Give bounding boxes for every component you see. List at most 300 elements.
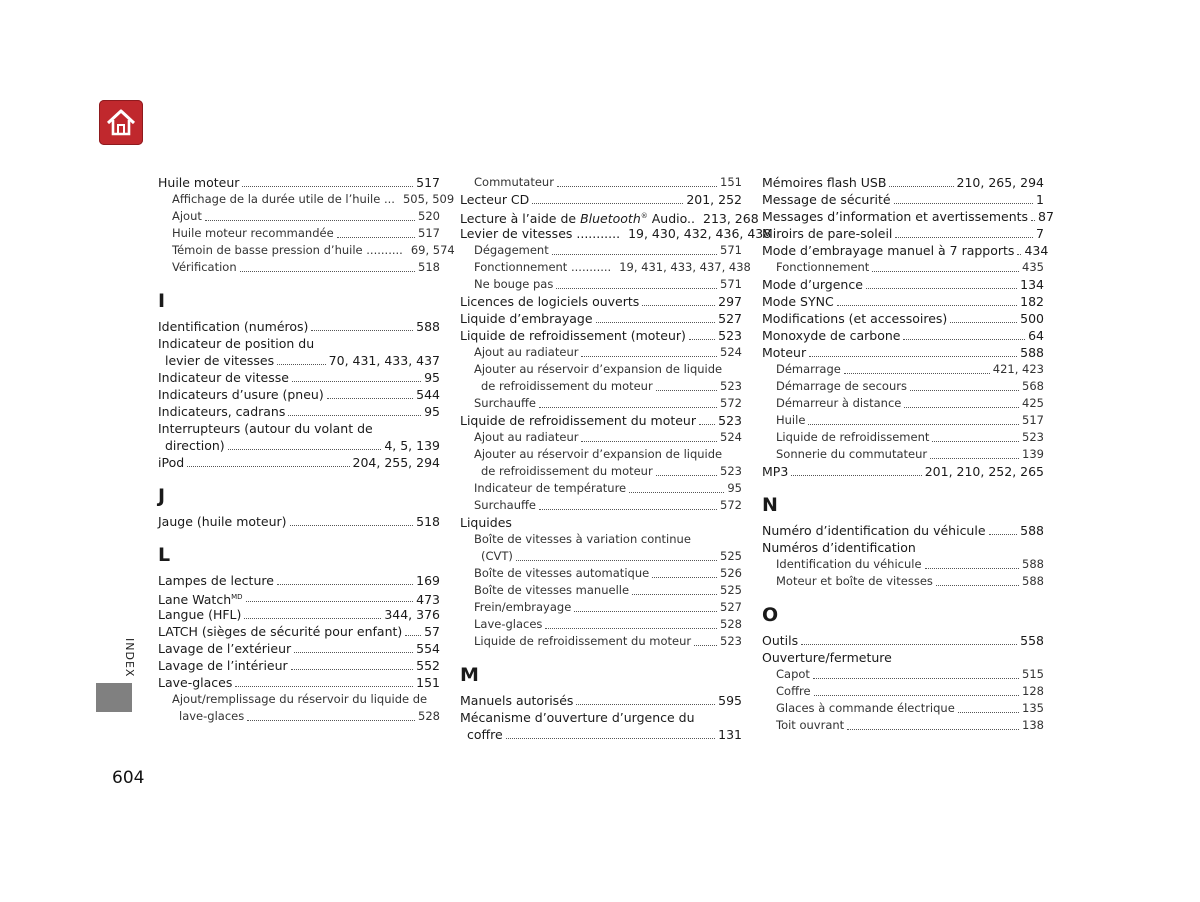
index-entry[interactable] — [762, 276, 1044, 293]
entry-term: Coffre — [776, 684, 811, 698]
index-entry[interactable] — [460, 726, 742, 743]
dot-leader — [406, 254, 408, 255]
page-reference[interactable]: 57 — [424, 624, 440, 639]
dot-leader — [925, 567, 1020, 569]
dot-leader — [327, 397, 413, 399]
entry-term: Manuels autorisés — [460, 693, 574, 708]
section-letter: I — [158, 290, 166, 312]
dot-leader — [689, 338, 715, 340]
dot-leader — [958, 711, 1019, 713]
index-entry[interactable] — [460, 293, 742, 310]
entry-term: Lave-glaces — [474, 617, 543, 631]
index-subentry — [460, 361, 742, 378]
index-subentry[interactable] — [762, 412, 1044, 429]
entry-term: Ne bouge pas — [474, 277, 554, 291]
dot-leader — [656, 474, 717, 476]
page-reference[interactable]: 131 — [718, 727, 742, 742]
dot-leader — [791, 474, 921, 476]
entry-term: Démarreur à distance — [776, 396, 902, 410]
index-entry[interactable] — [460, 692, 742, 709]
dot-leader — [398, 203, 400, 204]
dot-leader — [656, 389, 717, 391]
dot-leader — [1031, 219, 1035, 221]
index-subentry[interactable] — [460, 344, 742, 361]
entry-term: coffre — [467, 727, 503, 742]
entry-term: Messages d’information et avertissements — [762, 209, 1029, 224]
entry-term: Interrupteurs (autour du volant de — [158, 421, 373, 436]
entry-term: Surchauffe — [474, 498, 537, 512]
page-reference[interactable]: 517 — [1022, 413, 1044, 427]
entry-term: Liquides — [460, 515, 512, 530]
page-reference[interactable]: 523 — [720, 464, 742, 478]
index-subentry[interactable] — [460, 395, 742, 412]
index-entry[interactable] — [460, 310, 742, 327]
page-reference[interactable]: 70, 431, 433, 437 — [328, 353, 440, 368]
entry-term: Liquide de refroidissement du moteur — [460, 413, 696, 428]
dot-leader — [337, 236, 415, 238]
index-entry[interactable] — [762, 463, 1044, 480]
dot-leader — [844, 372, 990, 374]
index-subentry[interactable] — [460, 463, 742, 480]
entry-term: Frein/embrayage — [474, 600, 572, 614]
dot-leader — [539, 406, 717, 408]
dot-leader — [205, 219, 415, 221]
dot-leader — [866, 287, 1017, 289]
entry-term: direction) — [165, 438, 225, 453]
dot-leader — [291, 668, 413, 670]
entry-term: Vérification — [172, 260, 237, 274]
page-reference[interactable]: 528 — [720, 617, 742, 631]
dot-leader — [545, 627, 717, 629]
page-reference[interactable]: 525 — [720, 549, 742, 563]
dot-leader — [581, 355, 717, 357]
entry-term: lave-glaces — [179, 709, 245, 723]
index-subentry[interactable] — [158, 208, 440, 225]
index-subentry[interactable] — [762, 446, 1044, 463]
page-reference[interactable]: 500 — [1020, 311, 1044, 326]
entry-term: Jauge (huile moteur) — [158, 514, 287, 529]
entry-term: Lecteur CD — [460, 192, 530, 207]
dot-leader — [277, 583, 413, 585]
page-reference[interactable]: 95 — [424, 404, 440, 419]
entry-term: Huile — [776, 413, 806, 427]
dot-leader — [950, 321, 1017, 323]
index-entry[interactable] — [460, 208, 759, 226]
dot-leader — [506, 737, 715, 739]
entry-term: Numéro d’identification du véhicule — [762, 523, 986, 538]
dot-leader — [698, 220, 700, 221]
page-reference[interactable]: 523 — [720, 379, 742, 393]
index-entry[interactable] — [158, 454, 440, 471]
section-letter: L — [158, 544, 171, 566]
index-subentry[interactable] — [158, 708, 440, 725]
entry-term: Ajouter au réservoir d’expansion de liquide — [474, 362, 723, 376]
index-entry[interactable] — [762, 344, 1044, 361]
page-reference[interactable]: 523 — [1022, 430, 1044, 444]
index-subentry[interactable] — [460, 378, 742, 395]
page-reference[interactable]: 182 — [1020, 294, 1044, 309]
dot-leader — [576, 703, 715, 705]
entry-term: Boîte de vitesses à variation continue — [474, 532, 691, 546]
index-entry — [762, 649, 1044, 666]
index-entry — [460, 514, 742, 531]
page-reference[interactable]: 571 — [720, 277, 742, 291]
index-subentry[interactable] — [762, 361, 1044, 378]
entry-term: Ajout au radiateur — [474, 430, 579, 444]
index-entry[interactable] — [158, 386, 440, 403]
entry-term: Capot — [776, 667, 810, 681]
entry-term: Boîte de vitesses manuelle — [474, 583, 630, 597]
index-subentry[interactable] — [762, 556, 1044, 573]
dot-leader — [235, 685, 413, 687]
entry-term: Langue (HFL) — [158, 607, 242, 622]
index-entry[interactable] — [762, 208, 1054, 225]
index-entry[interactable] — [158, 640, 440, 657]
index-entry[interactable] — [158, 174, 440, 191]
index-entry[interactable] — [158, 403, 440, 420]
page-reference[interactable]: 525 — [720, 583, 742, 597]
dot-leader — [288, 414, 421, 416]
index-entry[interactable] — [158, 589, 440, 606]
entry-term: levier de vitesses — [165, 353, 275, 368]
page-reference[interactable]: 135 — [1022, 701, 1044, 715]
page-reference[interactable]: 571 — [720, 243, 742, 257]
page-reference[interactable]: 552 — [416, 658, 440, 673]
page-reference[interactable]: 588 — [1020, 523, 1044, 538]
index-subentry[interactable] — [460, 565, 742, 582]
index-entry[interactable] — [762, 310, 1044, 327]
dot-leader — [837, 304, 1017, 306]
dot-leader — [557, 185, 717, 187]
page-reference[interactable]: 588 — [416, 319, 440, 334]
page-reference[interactable]: 524 — [720, 430, 742, 444]
index-subentry[interactable] — [460, 582, 742, 599]
index-subentry[interactable] — [460, 497, 742, 514]
entry-term: Ouverture/fermeture — [762, 650, 892, 665]
entry-term: Liquide de refroidissement — [776, 430, 930, 444]
entry-term: Fonctionnement ........... — [474, 260, 612, 274]
dot-leader — [242, 185, 413, 187]
dot-leader — [240, 270, 415, 272]
dot-leader — [1017, 253, 1021, 255]
entry-term: Affichage de la durée utile de l’huile ... — [172, 192, 395, 206]
page-reference[interactable]: 515 — [1022, 667, 1044, 681]
index-subentry[interactable] — [762, 378, 1044, 395]
index-entry[interactable] — [158, 657, 440, 674]
dot-leader — [904, 406, 1019, 408]
entry-term: Indicateur de vitesse — [158, 370, 289, 385]
entry-term: Huile moteur — [158, 175, 240, 190]
index-entry[interactable] — [158, 513, 440, 530]
entry-term: Ajout/remplissage du réservoir du liquide de — [172, 692, 428, 706]
dot-leader — [277, 363, 326, 365]
index-subentry[interactable] — [762, 573, 1044, 590]
entry-term: Mode d’urgence — [762, 277, 863, 292]
entry-term: Numéros d’identification — [762, 540, 916, 555]
index-subentry[interactable] — [460, 633, 742, 650]
page-reference[interactable]: 595 — [718, 693, 742, 708]
dot-leader — [801, 643, 1017, 645]
page-reference[interactable]: 128 — [1022, 684, 1044, 698]
index-entry[interactable] — [158, 572, 440, 589]
entry-term: Lavage de l’extérieur — [158, 641, 292, 656]
index-entry[interactable] — [460, 327, 742, 344]
page-reference[interactable]: 134 — [1020, 277, 1044, 292]
page-reference[interactable]: 517 — [418, 226, 440, 240]
index-subentry — [460, 531, 742, 548]
page-reference[interactable]: 554 — [416, 641, 440, 656]
index-entry[interactable] — [158, 623, 440, 640]
dot-leader — [809, 355, 1017, 357]
dot-leader — [532, 202, 683, 204]
index-entry[interactable] — [460, 412, 742, 429]
page-reference[interactable]: 528 — [418, 709, 440, 723]
dot-leader — [228, 448, 382, 450]
index-entry[interactable] — [158, 352, 440, 369]
dot-leader — [614, 271, 616, 272]
dot-leader — [596, 321, 716, 323]
dot-leader — [895, 236, 1033, 238]
index-subentry[interactable] — [460, 480, 742, 497]
page-number: 604 — [112, 768, 145, 788]
page-reference[interactable]: 169 — [416, 573, 440, 588]
page-reference[interactable]: 64 — [1028, 328, 1044, 343]
index-subentry[interactable] — [460, 259, 751, 276]
entry-term: Mémoires flash USB — [762, 175, 887, 190]
page-reference[interactable]: 517 — [416, 175, 440, 190]
dot-leader — [642, 304, 715, 306]
index-subentry[interactable] — [460, 548, 742, 565]
section-tab[interactable] — [96, 683, 132, 712]
index-entry[interactable] — [762, 174, 1044, 191]
page-reference[interactable]: 204, 255, 294 — [352, 455, 440, 470]
index-subentry — [460, 446, 742, 463]
entry-term: Indicateur de température — [474, 481, 627, 495]
entry-term: Liquide d’embrayage — [460, 311, 593, 326]
page-reference[interactable]: 69, 574 — [410, 243, 455, 257]
page-reference[interactable]: 588 — [1020, 345, 1044, 360]
page-reference[interactable]: 572 — [720, 498, 742, 512]
index-subentry[interactable] — [762, 429, 1044, 446]
index-entry[interactable] — [762, 293, 1044, 310]
dot-leader — [936, 584, 1019, 586]
index-subentry[interactable] — [460, 429, 742, 446]
page-reference[interactable]: 523 — [718, 413, 742, 428]
index-entry[interactable] — [158, 318, 440, 335]
dot-leader — [632, 593, 717, 595]
page-reference[interactable]: 201, 252 — [686, 192, 742, 207]
home-button[interactable] — [99, 100, 143, 145]
entry-term: Commutateur — [474, 175, 554, 189]
entry-term: Licences de logiciels ouverts — [460, 294, 640, 309]
dot-leader — [989, 533, 1018, 535]
index-column-3 — [762, 174, 1054, 734]
entry-term: Miroirs de pare-soleil — [762, 226, 893, 241]
index-entry[interactable] — [762, 242, 1049, 259]
index-column-1 — [158, 174, 455, 725]
entry-term: Fonctionnement — [776, 260, 870, 274]
dot-leader — [581, 440, 717, 442]
page-reference[interactable]: 520 — [418, 209, 440, 223]
page-reference[interactable]: 518 — [416, 514, 440, 529]
dot-leader — [292, 380, 421, 382]
page-reference[interactable]: 7 — [1036, 226, 1044, 241]
entry-term: Mode d’embrayage manuel à 7 rapports — [762, 243, 1015, 258]
index-subentry[interactable] — [460, 616, 742, 633]
page-reference[interactable]: 544 — [416, 387, 440, 402]
index-subentry[interactable] — [762, 395, 1044, 412]
dot-leader — [629, 491, 724, 493]
entry-term: Liquide de refroidissement (moteur) — [460, 328, 686, 343]
page-reference[interactable]: 95 — [727, 481, 742, 495]
dot-leader — [694, 644, 717, 646]
section-letter: J — [158, 485, 166, 507]
entry-term: Ajout — [172, 209, 202, 223]
index-subentry[interactable] — [762, 683, 1044, 700]
entry-term: Lave-glaces — [158, 675, 233, 690]
entry-term: Démarrage — [776, 362, 841, 376]
index-entry[interactable] — [762, 522, 1044, 539]
index-subentry[interactable] — [460, 276, 742, 293]
index-entry[interactable] — [762, 327, 1044, 344]
page-reference[interactable]: 19, 431, 433, 437, 438 — [619, 260, 751, 274]
entry-term: Ajout au radiateur — [474, 345, 579, 359]
page-reference[interactable]: 435 — [1022, 260, 1044, 274]
page-reference[interactable]: 588 — [1022, 557, 1044, 571]
dot-leader — [699, 423, 715, 425]
page-reference[interactable]: 19, 430, 432, 436, 438 — [628, 226, 772, 241]
page-reference[interactable]: 526 — [720, 566, 742, 580]
entry-term: Moteur — [762, 345, 807, 360]
page-reference[interactable]: 527 — [720, 600, 742, 614]
dot-leader — [539, 508, 717, 510]
page-reference[interactable]: 4, 5, 139 — [384, 438, 440, 453]
page-reference[interactable]: 421, 423 — [992, 362, 1044, 376]
page-reference[interactable]: 151 — [720, 175, 742, 189]
entry-term: Ajouter au réservoir d’expansion de liquide — [474, 447, 723, 461]
index-subentry[interactable] — [762, 717, 1044, 734]
page-reference[interactable]: 434 — [1024, 243, 1049, 258]
entry-term: Témoin de basse pression d’huile .......... — [172, 243, 403, 257]
dot-leader — [813, 677, 1019, 679]
entry-term: Indicateurs, cadrans — [158, 404, 286, 419]
index-subentry[interactable] — [158, 225, 440, 242]
entry-term: Levier de vitesses ........... — [460, 226, 621, 241]
dot-leader — [894, 202, 1033, 204]
entry-term: (CVT) — [481, 549, 513, 563]
index-entry[interactable] — [460, 225, 772, 242]
page-reference[interactable]: 1 — [1036, 192, 1044, 207]
page-reference[interactable]: 139 — [1022, 447, 1044, 461]
entry-term: Lane Watch$^{MD}$ — [158, 592, 243, 607]
index-entry[interactable] — [762, 225, 1044, 242]
page-reference[interactable]: 505, 509 — [402, 192, 455, 206]
entry-term: de refroidissement du moteur — [481, 379, 653, 393]
page-reference[interactable]: 473 — [416, 592, 440, 607]
index-subentry[interactable] — [158, 191, 455, 208]
page-reference[interactable]: 138 — [1022, 718, 1044, 732]
entry-term: Lecture à l’aide de Bluetooth® Audio.. — [460, 211, 695, 226]
index-entry[interactable] — [762, 632, 1044, 649]
entry-term: Glaces à commande électrique — [776, 701, 955, 715]
dot-leader — [405, 634, 421, 636]
page-reference[interactable]: 213, 268 — [703, 211, 759, 226]
page-reference[interactable]: 95 — [424, 370, 440, 385]
entry-term: iPod — [158, 455, 185, 470]
entry-term: Mode SYNC — [762, 294, 834, 309]
page-reference[interactable]: 523 — [720, 634, 742, 648]
page-reference[interactable]: 572 — [720, 396, 742, 410]
index-entry — [158, 420, 440, 437]
page-reference[interactable]: 518 — [418, 260, 440, 274]
dot-leader — [930, 457, 1019, 459]
index-subentry[interactable] — [460, 174, 742, 191]
page-reference[interactable]: 297 — [718, 294, 742, 309]
page-reference[interactable]: 425 — [1022, 396, 1044, 410]
index-subentry[interactable] — [762, 700, 1044, 717]
dot-leader — [516, 559, 717, 561]
page-reference[interactable]: 523 — [718, 328, 742, 343]
index-subentry[interactable] — [158, 259, 440, 276]
entry-term: Liquide de refroidissement du moteur — [474, 634, 692, 648]
page-reference[interactable]: 210, 265, 294 — [956, 175, 1044, 190]
index-entry[interactable] — [158, 606, 440, 623]
dot-leader — [872, 270, 1019, 272]
page-reference[interactable]: 558 — [1020, 633, 1044, 648]
entry-term: Moteur et boîte de vitesses — [776, 574, 933, 588]
index-subentry[interactable] — [460, 242, 742, 259]
entry-term: Démarrage de secours — [776, 379, 907, 393]
page-reference[interactable]: 87 — [1038, 209, 1054, 224]
index-subentry[interactable] — [762, 259, 1044, 276]
page-reference[interactable]: 344, 376 — [384, 607, 440, 622]
page-reference[interactable]: 527 — [718, 311, 742, 326]
page-reference[interactable]: 588 — [1022, 574, 1044, 588]
dot-leader — [623, 237, 625, 238]
home-icon — [103, 104, 139, 140]
index-subentry[interactable] — [762, 666, 1044, 683]
entry-term: de refroidissement du moteur — [481, 464, 653, 478]
index-entry[interactable] — [158, 674, 440, 691]
index-entry[interactable] — [762, 191, 1044, 208]
entry-term: Surchauffe — [474, 396, 537, 410]
entry-term: Message de sécurité — [762, 192, 891, 207]
dot-leader — [246, 600, 414, 602]
index-subentry[interactable] — [460, 599, 742, 616]
entry-term: Lampes de lecture — [158, 573, 274, 588]
section-letter: N — [762, 494, 778, 516]
dot-leader — [311, 329, 413, 331]
section-letter: M — [460, 664, 479, 686]
page-reference[interactable]: 568 — [1022, 379, 1044, 393]
dot-leader — [244, 617, 381, 619]
index-entry[interactable] — [158, 437, 440, 454]
index-entry[interactable] — [460, 191, 742, 208]
index-entry[interactable] — [158, 369, 440, 386]
index-entry — [762, 539, 1044, 556]
page-reference[interactable]: 524 — [720, 345, 742, 359]
entry-term: Monoxyde de carbone — [762, 328, 901, 343]
entry-term: Indicateurs d’usure (pneu) — [158, 387, 324, 402]
page-reference[interactable]: 151 — [416, 675, 440, 690]
index-subentry[interactable] — [158, 242, 455, 259]
section-letter: O — [762, 604, 779, 626]
dot-leader — [814, 694, 1020, 696]
index-entry — [460, 709, 742, 726]
dot-leader — [187, 465, 349, 467]
dot-leader — [574, 610, 717, 612]
page-reference[interactable]: 201, 210, 252, 265 — [924, 464, 1044, 479]
